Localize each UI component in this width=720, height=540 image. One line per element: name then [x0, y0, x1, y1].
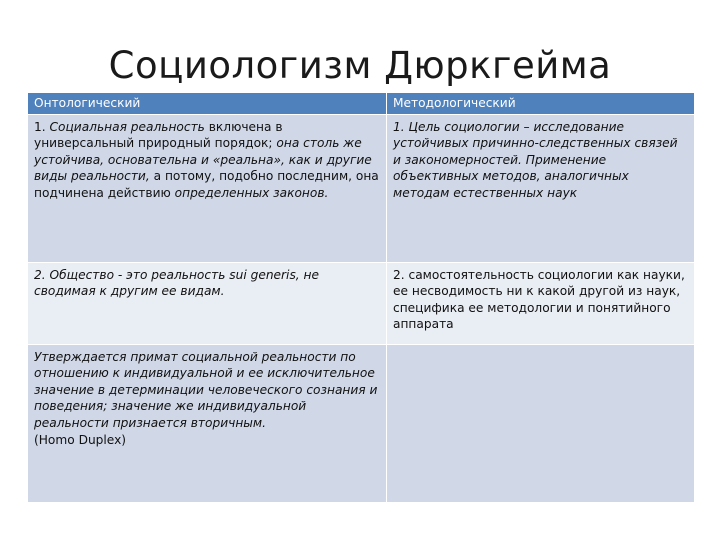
cell-text-italic: Социальная реальность: [49, 119, 205, 134]
table-row: [28, 114, 695, 262]
header-row: [28, 93, 695, 115]
cell-text: включена в универсальный природный порядок;: [34, 119, 283, 151]
slide-title: Социологизм Дюркгейма: [108, 44, 612, 87]
cell-ontological-3: [28, 344, 387, 502]
cell-ontological-1: [28, 114, 387, 262]
table-row: [28, 262, 695, 344]
cell-methodological-1: 1. Цель социологии – исследование устойчивых причинно-следственных связей и закономерностей. Применение объективных методов, аналогичных методам естественных наук: [387, 114, 695, 262]
homo-duplex-label: (Homo Duplex): [34, 432, 127, 447]
durkheim-table: [27, 92, 695, 503]
cell-text-italic: она столь же устойчива, основательна и «реальна», как и другие виды реальности,: [34, 136, 372, 184]
cell-ontological-2: 2. Общество - это реальность sui generis, не сводимая к другим ее видам.: [28, 262, 387, 344]
cell-text-italic: определенных законов.: [174, 185, 329, 200]
header-ontological: Онтологический: [28, 93, 387, 115]
cell-text-number: 1.: [34, 119, 50, 134]
cell-methodological-2: 2. самостоятельность социологии как науки, ее несводимость ни к какой другой из наук, специфика ее методологии и понятийного аппарата: [387, 262, 695, 344]
header-methodological: Методологический: [387, 93, 695, 115]
cell-methodological-3: [387, 344, 695, 502]
table-row: [28, 344, 695, 502]
cell-text-italic: Утверждается примат социальной реальности по отношению к индивидуальной и ее исключительное значение в детерминации человеческого сознания и поведения; значение же индивидуальной реальности признается вторичным.: [34, 349, 378, 430]
cell-text: а потому, подобно последним, она подчинена действию: [34, 169, 379, 200]
